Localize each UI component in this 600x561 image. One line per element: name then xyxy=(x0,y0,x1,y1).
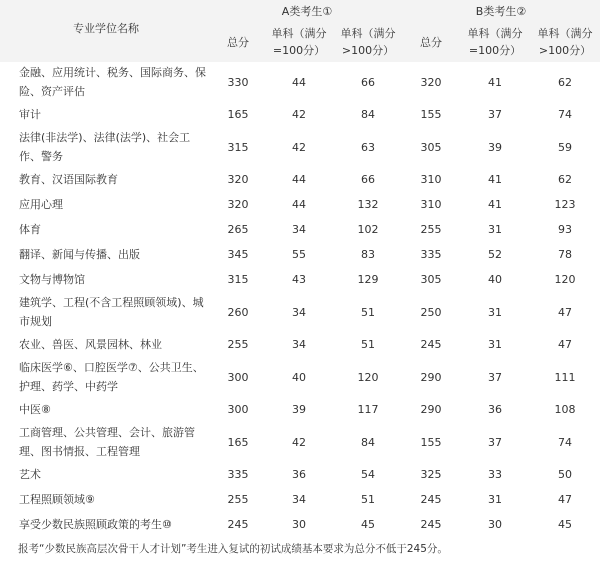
b-total: 305 xyxy=(420,273,442,286)
b-single-gt100: 47 xyxy=(558,493,573,506)
degree-name: 教育、汉语国际教育 xyxy=(19,173,118,186)
table-row xyxy=(0,167,600,192)
a-single-100: 34 xyxy=(292,223,306,236)
b-single-gt100: 93 xyxy=(558,223,573,236)
a-single-gt100: 51 xyxy=(361,305,375,319)
a-total: 335 xyxy=(227,468,249,481)
b-total: 255 xyxy=(420,223,442,236)
table-row xyxy=(0,62,600,102)
b-single-gt100: 74 xyxy=(558,435,573,449)
b-total: 320 xyxy=(420,75,442,89)
b-single-gt100: 47 xyxy=(558,305,573,319)
a-single-gt100: 66 xyxy=(361,75,375,89)
b-single-gt100: 62 xyxy=(558,173,573,186)
a-single-100: 42 xyxy=(292,435,306,449)
table-row xyxy=(0,397,600,422)
table-row xyxy=(0,267,600,292)
degree-name: 法律(非法学)、法律(法学)、社会工作、警务 xyxy=(19,131,191,163)
a-single-100: 39 xyxy=(292,403,306,416)
table-body xyxy=(0,62,600,537)
degree-name: 艺术 xyxy=(19,468,41,481)
b-single-gt100: 123 xyxy=(554,198,576,211)
degree-name: 工商管理、公共管理、会计、旅游管理、图书情报、工程管理 xyxy=(19,426,195,458)
a-total: 165 xyxy=(227,435,249,449)
a-single-gt100: 102 xyxy=(357,223,379,236)
b-single-100: 33 xyxy=(488,468,502,481)
b-single-gt100: 108 xyxy=(554,403,576,416)
b-total: 155 xyxy=(420,435,442,449)
header-b-total: 总分 xyxy=(402,22,460,62)
table-row xyxy=(0,217,600,242)
b-single-100: 31 xyxy=(488,305,502,319)
header-b-single-100: 单科（满分 =100分） xyxy=(460,22,530,62)
a-single-gt100: 54 xyxy=(361,468,375,481)
b-single-gt100: 74 xyxy=(558,108,573,121)
a-total: 260 xyxy=(227,305,249,319)
table-row xyxy=(0,422,600,462)
a-single-gt100: 84 xyxy=(361,435,375,449)
header-group-b: B类考生② xyxy=(402,0,600,22)
table-row xyxy=(0,242,600,267)
b-single-100: 31 xyxy=(488,493,502,506)
a-single-100: 40 xyxy=(292,370,306,384)
footnote: 报考“少数民族高层次骨干人才计划”考生进入复试的初试成绩基本要求为总分不低于245分。 xyxy=(18,543,448,555)
a-single-gt100: 120 xyxy=(357,370,379,384)
a-total: 255 xyxy=(227,338,249,351)
a-single-100: 44 xyxy=(292,173,306,186)
a-total: 320 xyxy=(227,173,249,186)
b-single-gt100: 62 xyxy=(558,75,573,89)
a-single-100: 55 xyxy=(292,248,306,261)
header-group-a: A类考生① xyxy=(212,0,402,22)
header-b-single-gt100: 单科（满分 >100分） xyxy=(530,22,600,62)
b-total: 155 xyxy=(420,108,442,121)
degree-name: 工程照顾领域⑨ xyxy=(19,493,95,506)
b-single-100: 37 xyxy=(488,108,502,121)
a-single-100: 44 xyxy=(292,75,306,89)
degree-name: 翻译、新闻与传播、出版 xyxy=(19,248,140,261)
degree-name: 金融、应用统计、税务、国际商务、保险、资产评估 xyxy=(19,66,206,98)
a-single-100: 43 xyxy=(292,273,306,286)
b-single-gt100: 111 xyxy=(554,370,576,384)
b-single-100: 41 xyxy=(488,75,502,89)
b-single-gt100: 59 xyxy=(558,140,573,154)
a-total: 245 xyxy=(227,518,249,531)
a-single-100: 34 xyxy=(292,493,306,506)
a-total: 255 xyxy=(227,493,249,506)
a-total: 315 xyxy=(227,273,249,286)
degree-name: 农业、兽医、风景园林、林业 xyxy=(19,338,162,351)
b-single-100: 40 xyxy=(488,273,502,286)
a-single-gt100: 66 xyxy=(361,173,375,186)
header-a-single-100: 单科（满分 =100分） xyxy=(264,22,334,62)
a-single-100: 36 xyxy=(292,468,306,481)
table-row xyxy=(0,462,600,487)
table-row xyxy=(0,332,600,357)
a-single-gt100: 63 xyxy=(361,140,375,154)
a-total: 315 xyxy=(227,140,249,154)
a-single-gt100: 51 xyxy=(361,338,375,351)
b-single-100: 37 xyxy=(488,370,502,384)
table-row xyxy=(0,487,600,512)
table-header xyxy=(0,0,600,62)
header-a-single-gt100: 单科（满分 >100分） xyxy=(334,22,402,62)
table-row xyxy=(0,292,600,332)
table-row xyxy=(0,357,600,397)
degree-name: 体育 xyxy=(19,223,41,236)
degree-name: 应用心理 xyxy=(19,198,63,211)
header-a-total: 总分 xyxy=(212,22,264,62)
b-single-100: 31 xyxy=(488,223,502,236)
b-total: 245 xyxy=(420,518,442,531)
b-total: 245 xyxy=(420,493,442,506)
table-row xyxy=(0,127,600,167)
b-single-gt100: 120 xyxy=(554,273,576,286)
a-single-gt100: 45 xyxy=(361,518,375,531)
b-total: 310 xyxy=(420,198,442,211)
a-total: 165 xyxy=(227,108,249,121)
b-single-gt100: 45 xyxy=(558,518,573,531)
a-single-gt100: 117 xyxy=(357,403,379,416)
a-total: 320 xyxy=(227,198,249,211)
a-single-100: 30 xyxy=(292,518,306,531)
a-total: 265 xyxy=(227,223,249,236)
b-single-gt100: 47 xyxy=(558,338,573,351)
degree-name: 中医⑧ xyxy=(19,403,51,416)
a-total: 300 xyxy=(227,370,249,384)
b-single-100: 41 xyxy=(488,173,502,186)
a-single-gt100: 51 xyxy=(361,493,375,506)
b-total: 290 xyxy=(420,403,442,416)
a-total: 345 xyxy=(227,248,249,261)
degree-name: 临床医学⑥、口腔医学⑦、公共卫生、护理、药学、中药学 xyxy=(19,361,204,393)
a-single-gt100: 129 xyxy=(357,273,379,286)
b-total: 250 xyxy=(420,305,442,319)
a-single-100: 44 xyxy=(292,198,306,211)
degree-name: 建筑学、工程(不含工程照顾领域)、城市规划 xyxy=(19,296,204,328)
b-single-100: 52 xyxy=(488,248,502,261)
a-single-100: 42 xyxy=(292,140,306,154)
table-row xyxy=(0,512,600,537)
a-total: 330 xyxy=(227,75,249,89)
b-total: 290 xyxy=(420,370,442,384)
b-single-gt100: 78 xyxy=(558,248,573,261)
b-total: 335 xyxy=(420,248,442,261)
b-total: 305 xyxy=(420,140,442,154)
a-single-100: 34 xyxy=(292,338,306,351)
b-total: 310 xyxy=(420,173,442,186)
table-row xyxy=(0,192,600,217)
a-total: 300 xyxy=(227,403,249,416)
degree-name: 享受少数民族照顾政策的考生⑩ xyxy=(19,518,172,531)
degree-name: 审计 xyxy=(19,108,41,121)
b-single-100: 36 xyxy=(488,403,502,416)
a-single-gt100: 83 xyxy=(361,248,375,261)
b-total: 325 xyxy=(420,468,442,481)
header-degree-name: 专业学位名称 xyxy=(0,0,212,62)
b-single-100: 39 xyxy=(488,140,502,154)
b-single-100: 37 xyxy=(488,435,502,449)
table-row xyxy=(0,102,600,127)
degree-name: 文物与博物馆 xyxy=(19,273,85,286)
a-single-gt100: 132 xyxy=(357,198,379,211)
a-single-100: 42 xyxy=(292,108,306,121)
b-single-gt100: 50 xyxy=(558,468,573,481)
a-single-100: 34 xyxy=(292,305,306,319)
b-total: 245 xyxy=(420,338,442,351)
b-single-100: 41 xyxy=(488,198,502,211)
b-single-100: 31 xyxy=(488,338,502,351)
b-single-100: 30 xyxy=(488,518,502,531)
a-single-gt100: 84 xyxy=(361,108,375,121)
